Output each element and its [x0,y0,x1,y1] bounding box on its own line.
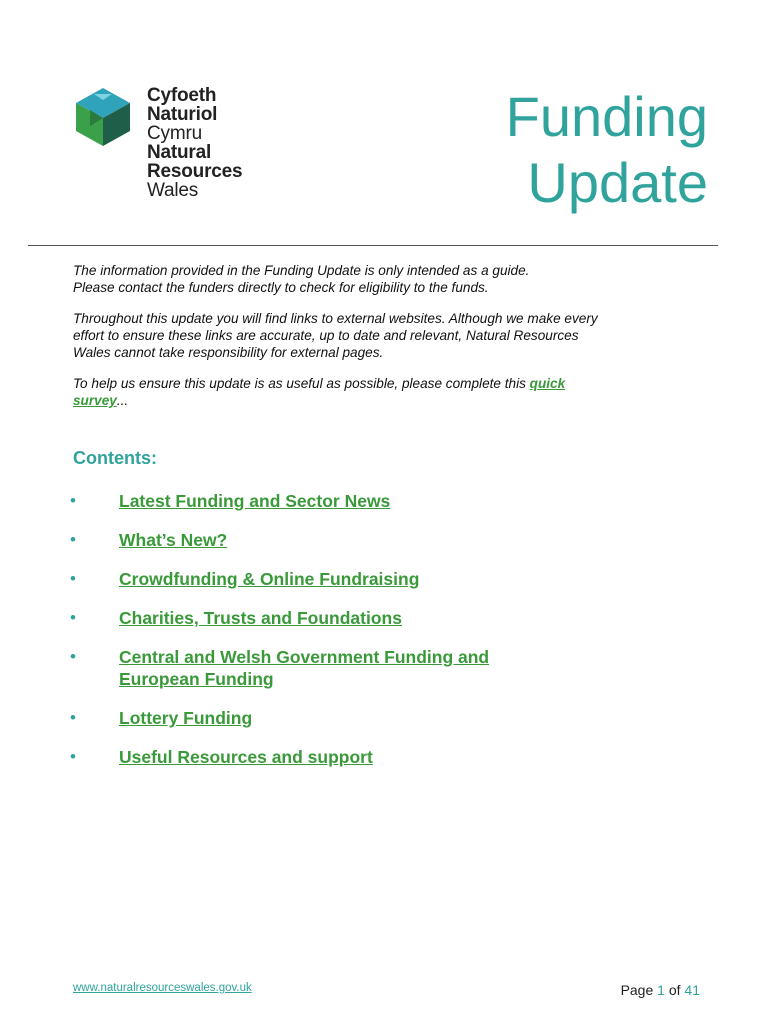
nrw-logo [72,86,272,206]
bullet-icon: • [70,647,76,666]
toc-link-lottery[interactable]: Lottery Funding [119,708,253,728]
text-line: The information provided in the Funding Update is only intended as a guide. [73,263,530,278]
link-line: European Funding [119,669,274,689]
logo-line: Cyfoeth [147,85,217,106]
title-line: Funding [505,85,708,148]
survey-paragraph [73,375,703,409]
logo-line: Resources [147,161,243,182]
bullet-icon: • [70,608,76,627]
page-total: 41 [684,982,700,998]
toc-item [70,607,650,629]
text-ellipsis: ... [116,393,129,408]
toc-item [70,529,650,551]
link-line: Central and Welsh Government Funding and [119,647,490,667]
text-line: To help us ensure this update is as useful as possible, please complete this [73,376,530,391]
toc-link-whats-new[interactable]: What’s New? [119,530,228,550]
disclaimer-paragraph [73,262,703,296]
toc-item [70,646,650,690]
toc-link-useful-resources[interactable]: Useful Resources and support [119,747,373,767]
text-line: Wales cannot take responsibility for external pages. [73,345,384,360]
toc-item [70,707,650,729]
text-line: Throughout this update you will find links to external websites. Although we make every [73,311,598,326]
bullet-icon: • [70,530,76,549]
logo-wordmark [147,86,242,200]
bullet-icon: • [70,491,76,510]
quick-survey-link[interactable]: quick [529,376,566,391]
header-divider [28,245,718,246]
table-of-contents [70,490,650,785]
toc-item [70,746,650,768]
text-line: Please contact the funders directly to check for eligibility to the funds. [73,280,489,295]
bullet-icon: • [70,569,76,588]
logo-line: Wales [147,180,199,201]
page-label: Page [620,982,654,998]
hexagon-logo-icon [72,88,134,148]
footer-website-link[interactable]: www.naturalresourceswales.gov.uk [73,982,252,994]
logo-line: Naturiol [147,104,218,125]
bullet-icon: • [70,708,76,727]
quick-survey-link-continued[interactable]: survey [73,393,117,408]
logo-line: Cymru [147,123,202,144]
toc-link-government-funding[interactable] [119,647,489,689]
external-links-paragraph [73,310,703,361]
contents-heading: Contents: [73,448,157,468]
toc-item [70,490,650,512]
title-line: Update [527,151,708,214]
toc-item [70,568,650,590]
page-of: of [668,982,681,998]
toc-link-charities[interactable]: Charities, Trusts and Foundations [119,608,402,628]
intro-text [73,262,703,423]
document-title [506,84,708,216]
toc-link-latest-funding[interactable]: Latest Funding and Sector News [119,491,391,511]
page-current: 1 [657,982,665,998]
bullet-icon: • [70,747,76,766]
page-number [621,982,700,998]
toc-link-crowdfunding[interactable]: Crowdfunding & Online Fundraising [119,569,420,589]
text-line: effort to ensure these links are accurate, up to date and relevant, Natural Resources [73,328,579,343]
logo-line: Natural [147,142,212,163]
